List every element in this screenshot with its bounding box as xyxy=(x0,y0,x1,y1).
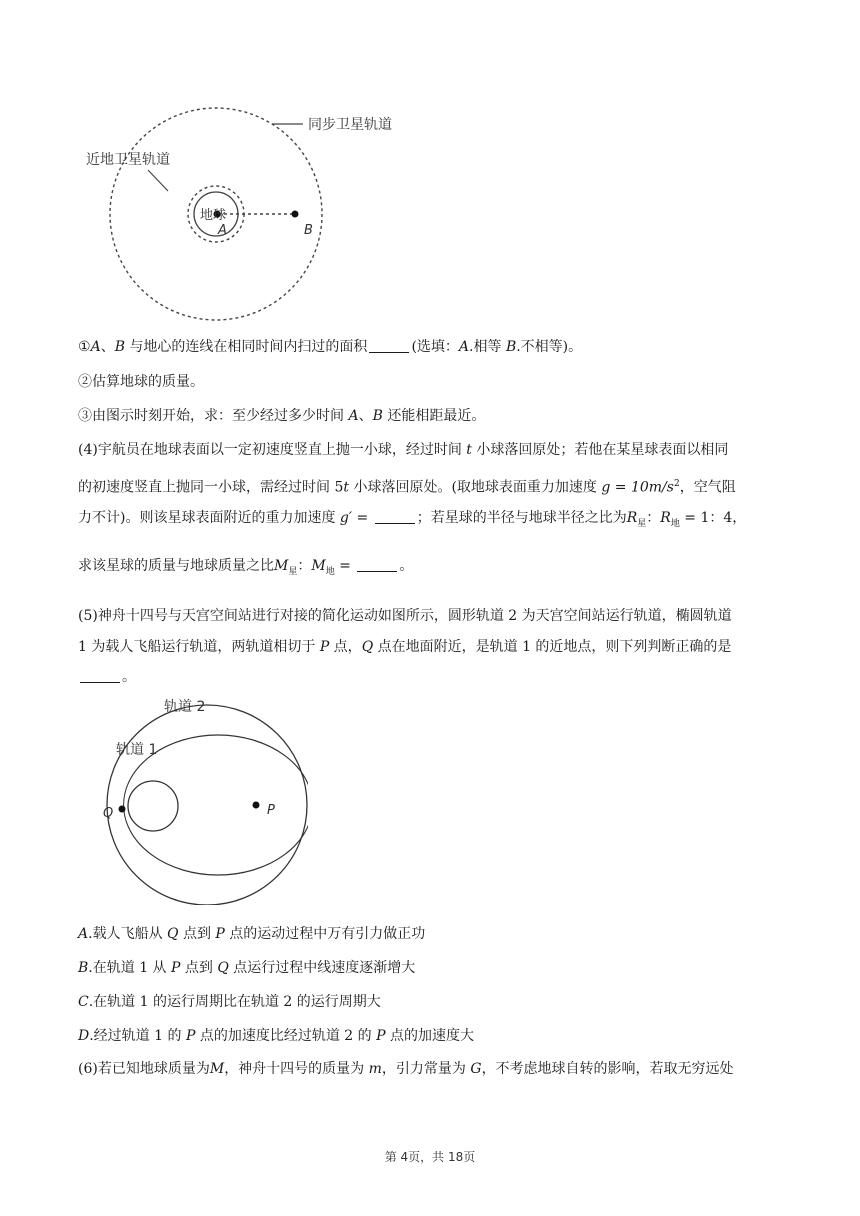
q3-sep: 、 xyxy=(358,408,373,424)
option-a-letter: A xyxy=(78,926,89,942)
label-a: A xyxy=(218,223,227,238)
q6-text: ，神舟十四号的质量为 xyxy=(224,1061,369,1077)
q4-r-star: R xyxy=(626,510,638,526)
option-a-text: .载人飞船从 xyxy=(88,926,168,942)
answer-blank xyxy=(375,509,415,524)
option-a-text: 点到 xyxy=(178,926,216,942)
q4-g-prime: g′ = xyxy=(339,510,373,526)
q4-text: 小球落回原处；若他在某星球表面以相同 xyxy=(471,442,729,458)
q4-sub-star: 星 xyxy=(288,566,298,577)
question-2: ②估算地球的质量。 xyxy=(78,374,204,390)
option-d-p1: P xyxy=(185,1028,196,1044)
q4-colon: ： xyxy=(646,510,661,526)
question-4-line-4 xyxy=(78,556,788,582)
option-d-text: .经过轨道 1 的 xyxy=(89,1028,186,1044)
point-b xyxy=(292,211,299,218)
option-a-p: P xyxy=(215,926,225,942)
q5-text: 1 为载人飞船运行轨道，两轨道相切于 xyxy=(78,639,320,655)
q6-var-g: G xyxy=(470,1061,482,1077)
q4-var-t: t xyxy=(343,479,349,496)
option-a-text: 点的运动过程中万有引力做正功 xyxy=(224,926,426,942)
label-b: B xyxy=(304,223,313,238)
sync-orbit-label: 同步卫星轨道 xyxy=(308,117,392,133)
option-b-q: Q xyxy=(217,960,229,976)
q3-text-post: 还能相距最近。 xyxy=(382,408,486,424)
q6-text: ，引力常量为 xyxy=(381,1061,471,1077)
docking-diagram-svg xyxy=(78,690,308,905)
q4-text: 力不计)。则该星球表面附近的重力加速度 xyxy=(78,510,340,526)
q3-point-a: A xyxy=(348,408,359,424)
near-orbit-label: 近地卫星轨道 xyxy=(86,152,170,168)
q3-text-pre: ③由图示时刻开始，求：至少经过多少时间 xyxy=(78,408,349,424)
option-a xyxy=(78,924,788,944)
question-4-line-2 xyxy=(78,474,788,498)
question-3 xyxy=(78,406,788,426)
q4-text: 的初速度竖直上抛同一小球，需经过时间 5 xyxy=(78,479,344,496)
q6-text: (6)若已知地球质量为 xyxy=(78,1061,210,1077)
option-b-text: .在轨道 1 从 xyxy=(88,960,172,976)
question-4-line-3 xyxy=(78,508,788,534)
q1-point-a: A xyxy=(90,339,101,355)
option-b-text: 点到 xyxy=(180,960,218,976)
question-1 xyxy=(78,337,788,357)
q1-number: ① xyxy=(78,339,91,355)
q5-text: 点， xyxy=(329,639,362,655)
q4-sub-star: 星 xyxy=(637,518,647,529)
q5-point-q: Q xyxy=(361,639,374,655)
q4-text: 小球落回原处。(取地球表面重力加速度 xyxy=(349,479,602,496)
label-p: P xyxy=(267,803,275,818)
q4-m-earth: M xyxy=(311,558,326,574)
q4-m-star: M xyxy=(274,558,289,574)
q4-g-value: g = 10m/s xyxy=(601,479,674,496)
q5-point-p: P xyxy=(319,639,330,655)
option-d-letter: D xyxy=(78,1028,90,1044)
near-leader-line xyxy=(148,170,168,191)
q4-sub-earth: 地 xyxy=(325,566,335,577)
answer-blank xyxy=(369,338,409,353)
q6-var-m-big: M xyxy=(209,1061,225,1077)
q4-text: ；若星球的半径与地球半径之比为 xyxy=(416,510,627,526)
q5-text: 点在地面附近，是轨道 1 的近地点，则下列判断正确的是 xyxy=(373,639,732,655)
option-b-p: P xyxy=(171,960,181,976)
point-q xyxy=(119,806,126,813)
option-d-text: 点的加速度大 xyxy=(385,1028,474,1044)
q1-choice-prefix: (选填： xyxy=(411,339,459,355)
q1-opt-a-text: .相等 xyxy=(469,339,506,355)
figure-satellite-orbits xyxy=(78,100,398,325)
option-d-p2: P xyxy=(376,1028,386,1044)
q1-text: 与地心的连线在相同时间内扫过的面积 xyxy=(124,339,368,355)
option-b xyxy=(78,958,788,978)
option-b-letter: B xyxy=(78,960,89,976)
q4-text: = 1：4， xyxy=(679,510,747,526)
answer-blank xyxy=(357,557,397,572)
q1-opt-a-letter: A xyxy=(458,339,470,355)
option-d-text: 点的加速度比经过轨道 2 的 xyxy=(195,1028,377,1044)
q6-var-m-small: m xyxy=(368,1061,382,1077)
q4-colon: ： xyxy=(297,558,312,574)
q1-opt-b-letter: B xyxy=(505,339,517,355)
q4-r-earth: R xyxy=(660,510,671,526)
question-5-line-1: (5)神舟十四号与天宫空间站进行对接的简化运动如图所示，圆形轨道 2 为天宫空间站运行轨道，椭圆轨道 xyxy=(78,608,732,624)
q3-point-b: B xyxy=(372,408,383,424)
q4-square: 2 xyxy=(673,479,680,489)
option-c-letter: C xyxy=(78,994,89,1010)
q1-opt-b-text: .不相等)。 xyxy=(516,339,583,355)
page-footer: 第 4页，共 18页 xyxy=(384,1150,476,1164)
option-b-text: 点运行过程中线速度逐渐增大 xyxy=(228,960,416,976)
q1-sep: 、 xyxy=(100,339,115,355)
option-d xyxy=(78,1026,788,1046)
answer-blank xyxy=(80,668,120,683)
q4-text: (4)宇航员在地球表面以一定初速度竖直上抛一小球，经过时间 xyxy=(78,442,467,458)
question-5-line-2 xyxy=(78,637,788,657)
orbit-diagram-svg xyxy=(78,100,398,325)
q4-sub-earth: 地 xyxy=(670,518,680,529)
earth-circle xyxy=(128,781,178,831)
earth-label: 地球 xyxy=(200,208,227,223)
q4-text: 。 xyxy=(399,558,414,574)
figure-docking-orbits xyxy=(78,690,308,905)
q4-text: 求该星球的质量与地球质量之比 xyxy=(78,558,274,574)
point-p xyxy=(253,802,260,809)
question-6 xyxy=(78,1059,788,1079)
option-a-q: Q xyxy=(167,926,179,942)
orbit-2-label: 轨道 2 xyxy=(164,699,206,715)
orbit-1-label: 轨道 1 xyxy=(116,742,158,758)
q4-text: ，空气阻 xyxy=(679,479,736,496)
q4-var-t: t xyxy=(466,442,472,458)
option-c-text: .在轨道 1 的运行周期比在轨道 2 的运行周期大 xyxy=(88,994,381,1010)
q5-text: 。 xyxy=(122,669,136,685)
question-4-line-1 xyxy=(78,440,788,460)
question-5-line-3 xyxy=(78,667,788,687)
q6-text: ，不考虑地球自转的影响，若取无穷远处 xyxy=(481,1061,734,1077)
option-c xyxy=(78,992,788,1012)
label-q: Q xyxy=(103,806,114,821)
q4-text: = xyxy=(334,558,356,574)
q1-point-b: B xyxy=(114,339,125,355)
